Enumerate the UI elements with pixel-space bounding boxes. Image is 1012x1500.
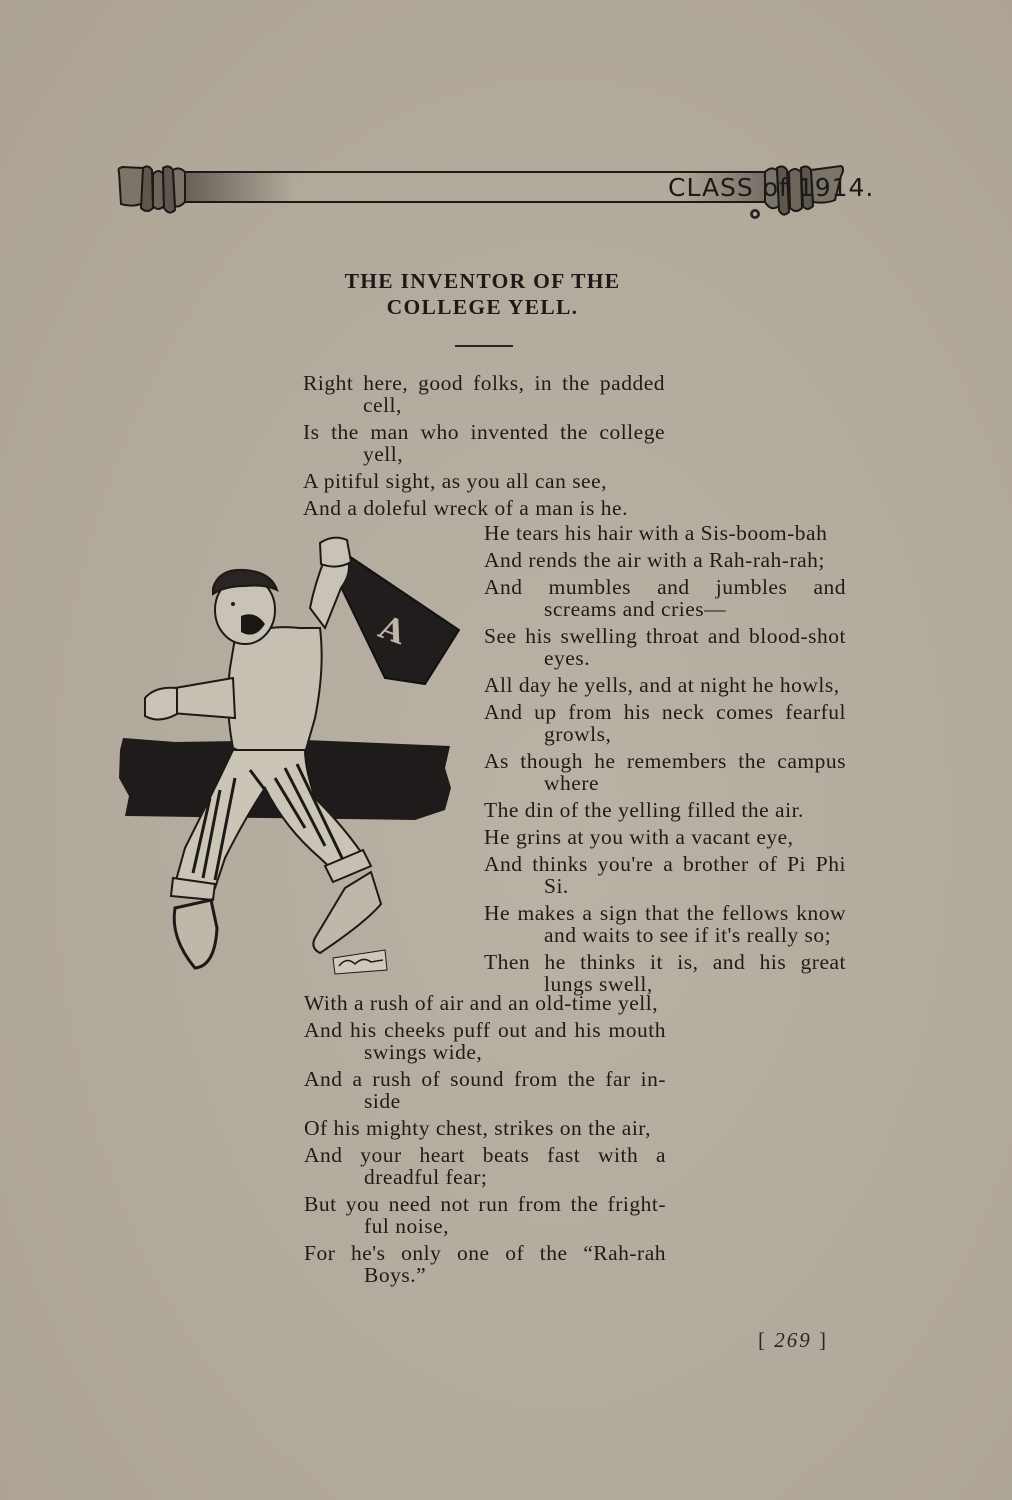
poem-line: The din of the yelling filled the air.	[484, 798, 804, 822]
poem-line: And up from his neck comes fearful growls,	[484, 700, 846, 746]
poem-line: See his swelling throat and blood-shot eyes.	[484, 624, 846, 670]
page-number-value: 269	[774, 1328, 812, 1352]
poem-line: And his cheeks puff out and his mouth swings wide,	[304, 1018, 666, 1064]
poem-line: He grins at you with a vacant eye,	[484, 825, 794, 849]
cheerleader-illustration	[115, 528, 460, 988]
artist-signature	[333, 950, 387, 974]
poem-line: He makes a sign that the fellows know and waits to see if it's really so;	[484, 901, 846, 947]
poem-line: With a rush of air and an old-time yell,	[304, 991, 659, 1015]
poem-line: For he's only one of the “Rah-rah Boys.”	[304, 1241, 666, 1287]
poem-line: And your heart beats fast with a dreadful fear;	[304, 1143, 666, 1189]
page-number	[758, 1328, 828, 1353]
page-number-bracket-open: [	[758, 1328, 767, 1352]
header-banner	[115, 162, 875, 220]
poem-line: All day he yells, and at night he howls,	[484, 673, 840, 697]
poem-line: As though he remembers the campus where	[484, 749, 846, 795]
poem-stanza-2	[484, 522, 846, 1000]
poem-line: And thinks you're a brother of Pi Phi Si.	[484, 852, 846, 898]
page-number-bracket-close: ]	[819, 1328, 828, 1352]
poem-title-line-1: THE INVENTOR OF THE	[344, 269, 621, 293]
poem-title-line-2: COLLEGE YELL.	[386, 295, 579, 319]
left-scroll-curl-icon	[119, 166, 186, 212]
poem-line: He tears his hair with a Sis-boom-bah	[484, 521, 828, 545]
megaphone-letter: A	[374, 607, 411, 653]
poem-line: And a rush of sound from the far in- side	[304, 1067, 666, 1113]
poem-line: And mumbles and jumbles and screams and cries—	[484, 575, 846, 621]
poem-line: But you need not run from the fright- ful noise,	[304, 1192, 666, 1238]
title-divider	[455, 345, 513, 347]
poem-line: Of his mighty chest, strikes on the air,	[304, 1116, 651, 1140]
banner-class-label: CLASS of 1914.	[668, 173, 875, 202]
poem-line: Then he thinks it is, and his great lungs swell,	[484, 950, 846, 996]
poem-line: A pitiful sight, as you all can see,	[303, 469, 608, 493]
poem-line: Right here, good folks, in the padded cell,	[303, 371, 665, 417]
poem-line: Is the man who invented the college yell,	[303, 420, 665, 466]
poem-stanza-3	[304, 992, 666, 1291]
poem-line: And a doleful wreck of a man is he.	[303, 496, 628, 520]
poem-stanza-1	[303, 372, 665, 524]
poem-line: And rends the air with a Rah-rah-rah;	[484, 548, 825, 572]
poem-title	[300, 268, 665, 320]
